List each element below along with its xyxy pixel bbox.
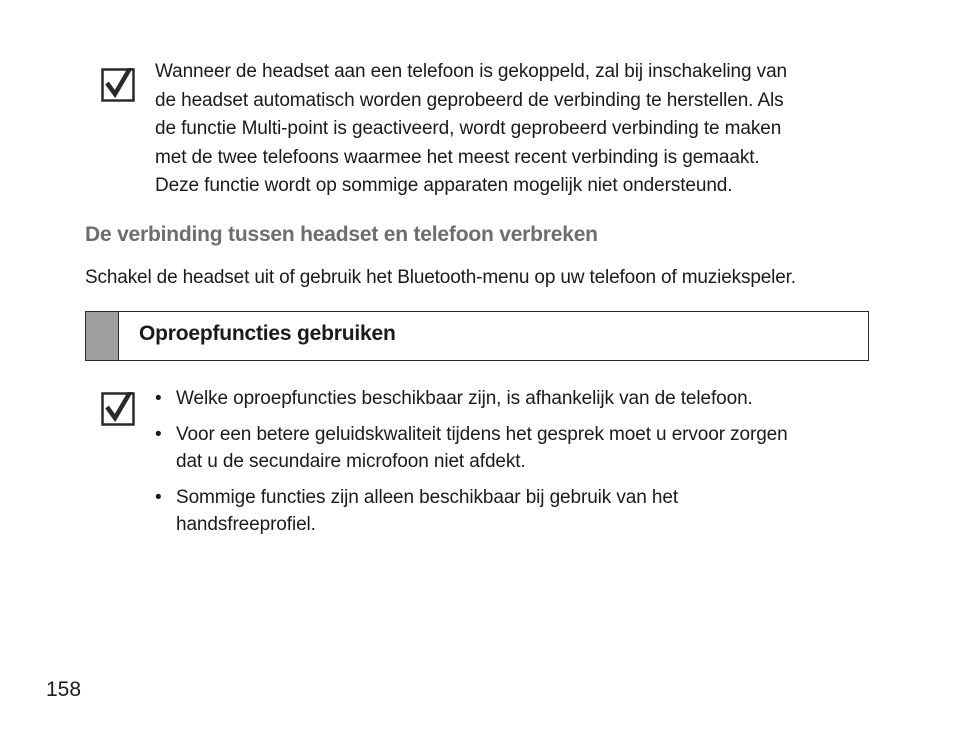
note-line: Wanneer de headset aan een telefoon is gekoppeld, zal bij inschakeling van	[155, 61, 788, 82]
body-paragraph: Schakel de headset uit of gebruik het Bluetooth-menu op uw telefoon of muziekspeler.	[85, 267, 796, 288]
note-text	[155, 58, 875, 201]
note-line: met de twee telefoons waarmee het meest recent verbinding is gemaakt.	[155, 146, 760, 168]
checkbox-checked-icon	[101, 392, 135, 426]
list-item-line: dat u de secundaire microfoon niet afdekt.	[176, 451, 526, 472]
list-item	[155, 421, 875, 475]
list-item-line: Sommige functies zijn alleen beschikbaar bij gebruik van het	[176, 487, 679, 508]
note-bullet-list	[155, 385, 875, 547]
list-item	[155, 484, 875, 538]
section-header	[85, 311, 869, 361]
list-item-line: handsfreeprofiel.	[176, 514, 316, 535]
list-item	[155, 385, 875, 412]
bullet-icon: •	[155, 424, 162, 445]
bullet-icon: •	[155, 388, 162, 409]
page-number: 158	[46, 678, 82, 701]
note-line: Deze functie wordt op sommige apparaten mogelijk niet ondersteund.	[155, 175, 733, 196]
bullet-icon: •	[155, 487, 162, 508]
section-tab-marker	[86, 312, 119, 360]
subsection-heading: De verbinding tussen headset en telefoon verbreken	[85, 223, 598, 246]
section-title: Oproepfuncties gebruiken	[139, 322, 396, 345]
note-line: de headset automatisch worden geprobeerd de verbinding te herstellen. Als	[155, 89, 784, 111]
list-item-line: Voor een betere geluidskwaliteit tijdens het gesprek moet u ervoor zorgen	[176, 424, 788, 445]
list-item-line: Welke oproepfuncties beschikbaar zijn, is afhankelijk van de telefoon.	[176, 388, 753, 409]
checkbox-checked-icon	[101, 68, 135, 102]
note-line: de functie Multi-point is geactiveerd, wordt geprobeerd verbinding te maken	[155, 118, 782, 139]
